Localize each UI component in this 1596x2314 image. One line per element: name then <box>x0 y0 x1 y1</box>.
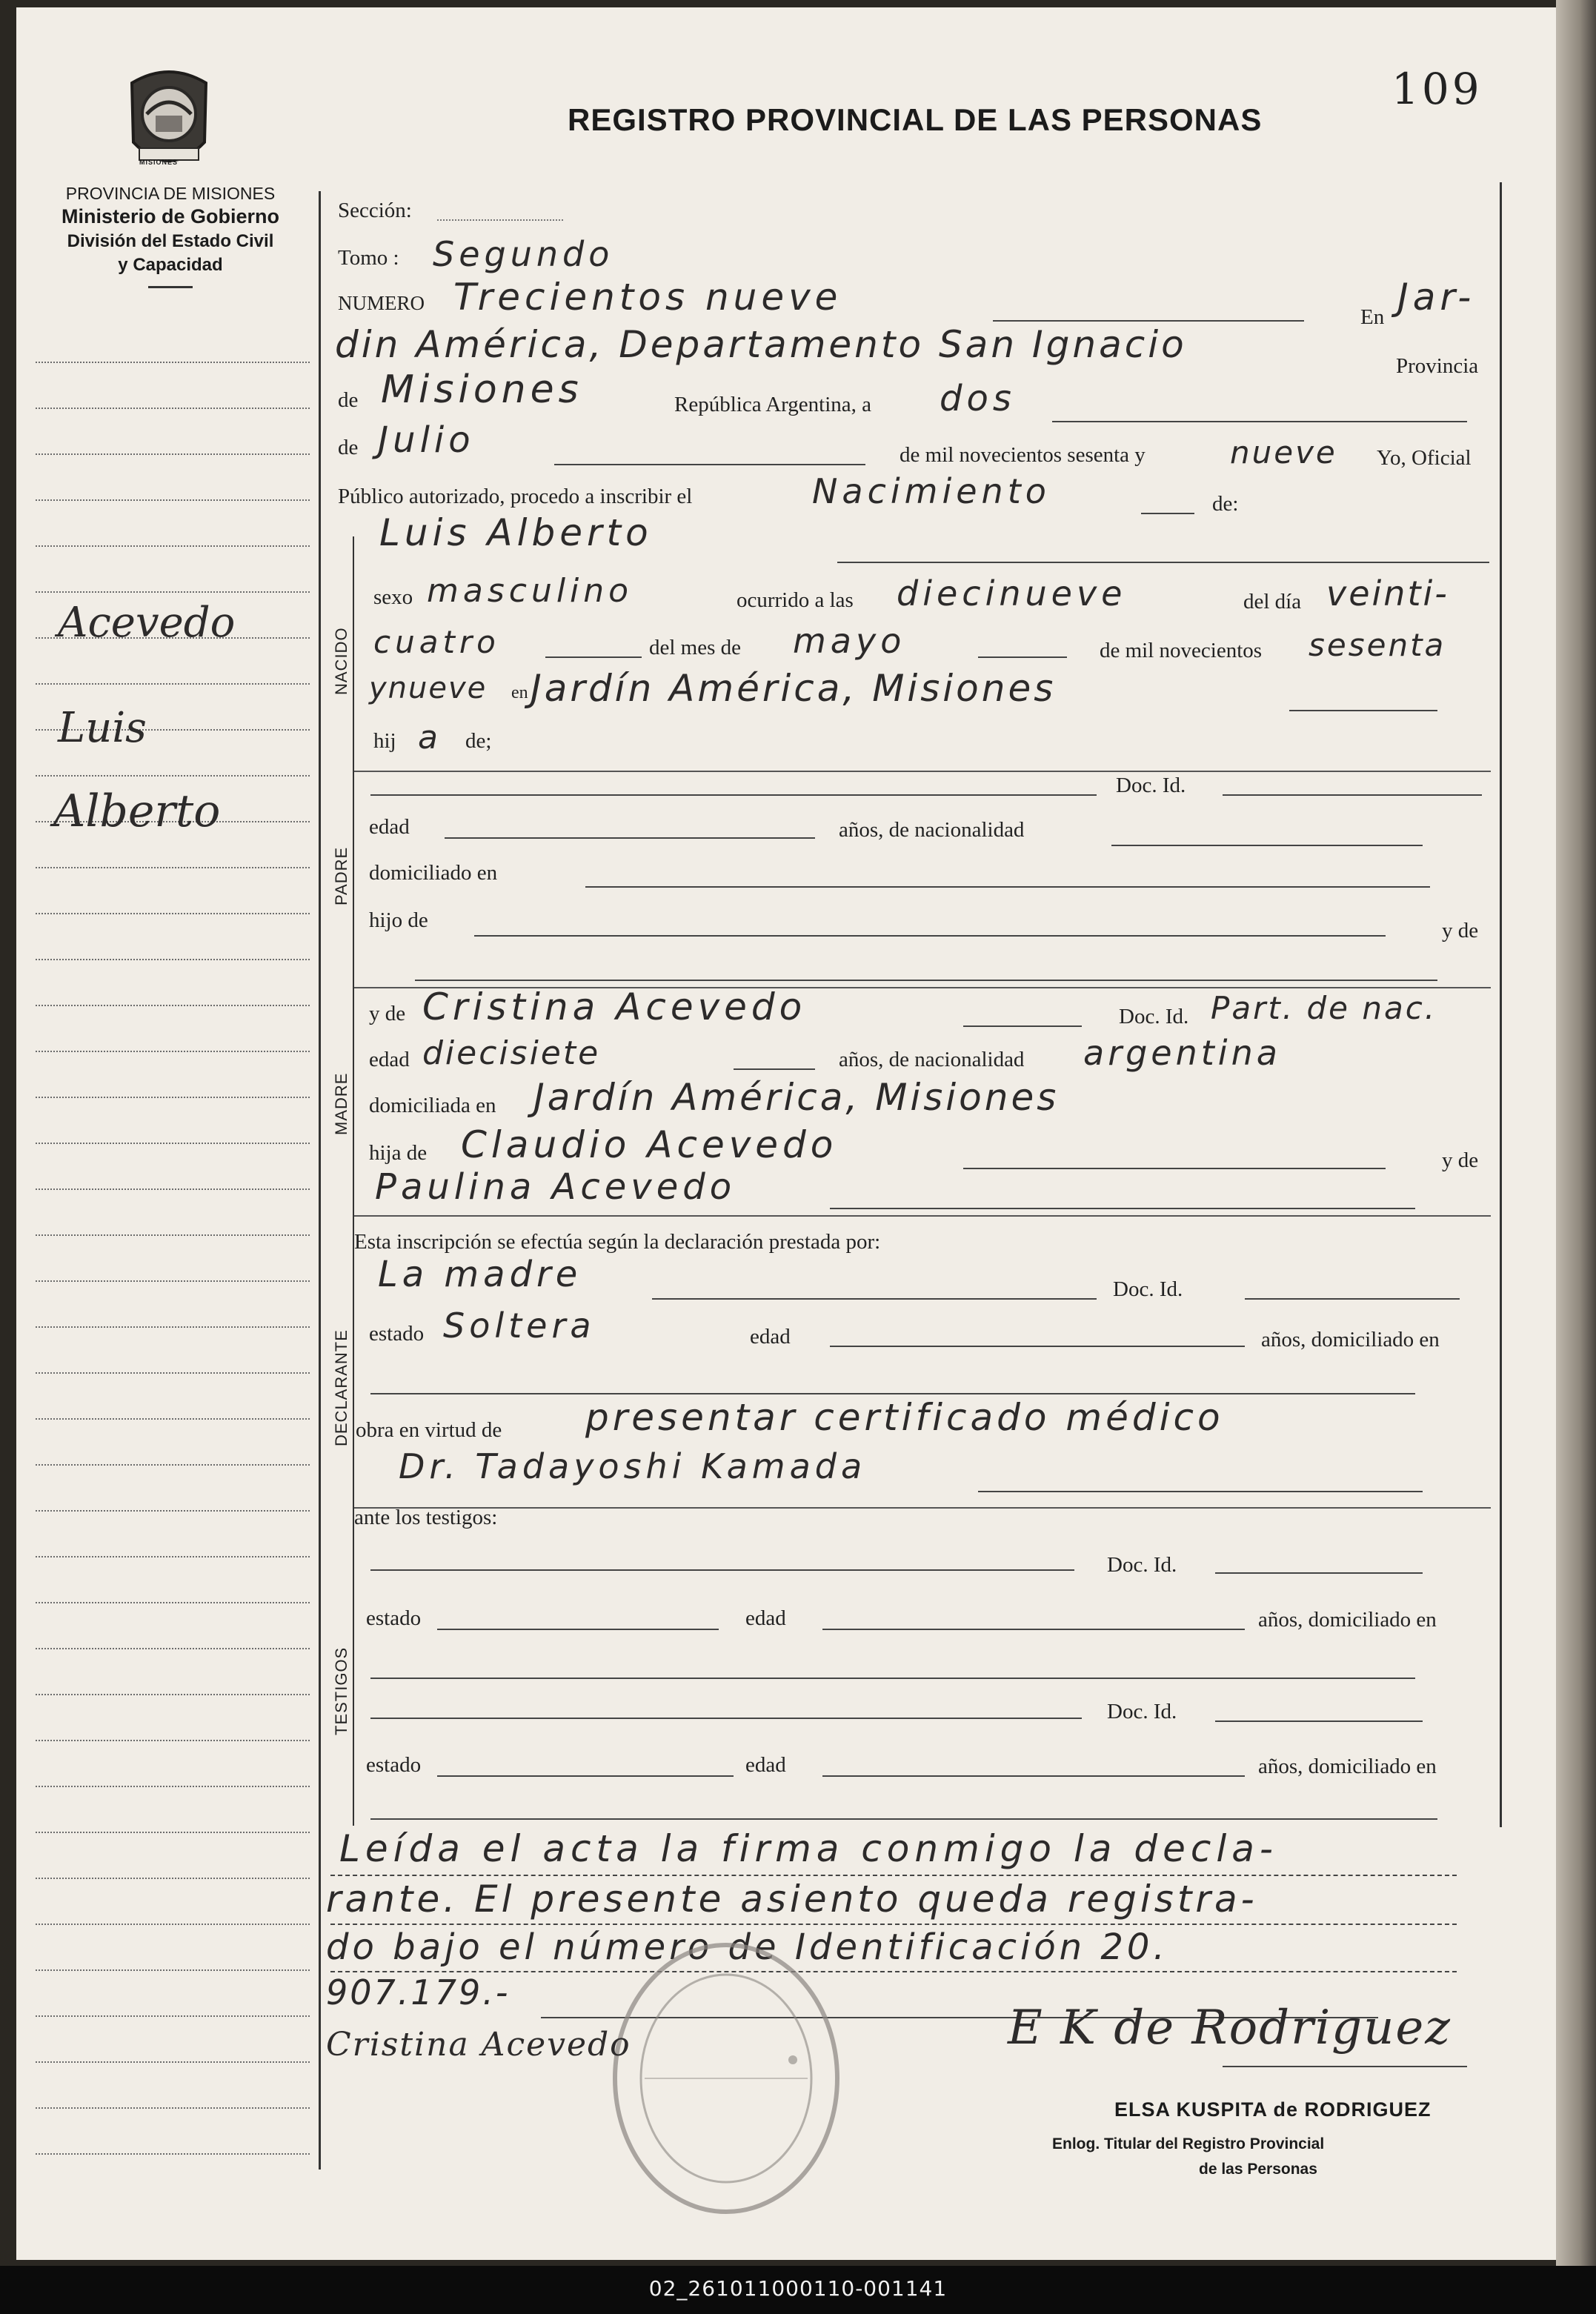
padre-nacionalidad-line <box>1111 845 1423 846</box>
margin-line <box>36 362 310 363</box>
declarante-edad-label: edad <box>750 1325 791 1349</box>
issuer-block <box>30 184 311 288</box>
closing-line-1: Leída el acta la firma conmigo la decla- <box>339 1827 1278 1870</box>
margin-line <box>36 1188 310 1190</box>
closing-rule-2 <box>330 1924 1457 1925</box>
dia-value-end: cuatro <box>373 624 500 660</box>
closing-line-3: do bajo el número de Identificación 20. <box>326 1926 1168 1968</box>
madre-docid-label: Doc. Id. <box>1119 1005 1189 1028</box>
dia-value-start: veinti- <box>1326 573 1449 614</box>
declarante-docid-label: Doc. Id. <box>1113 1277 1183 1301</box>
margin-line <box>36 2061 310 2063</box>
medico-line <box>978 1491 1423 1492</box>
testigo2-estado-label: estado <box>366 1753 422 1777</box>
page-title: REGISTRO PROVINCIAL DE LAS PERSONAS <box>568 102 1263 137</box>
margin-line <box>36 1234 310 1236</box>
margin-line <box>36 683 310 685</box>
anio-nac-label: de mil novecientos <box>1100 639 1263 662</box>
closing-rule-1 <box>330 1875 1457 1876</box>
margin-note-middle-name: Alberto <box>53 785 221 837</box>
oficial-signature: E K de Rodriguez <box>1008 2001 1452 2055</box>
margin-line <box>36 1510 310 1512</box>
margin-line <box>36 1051 310 1052</box>
seccion-label: Sección: <box>338 199 412 222</box>
stamp-name: ELSA KUSPITA de RODRIGUEZ <box>1114 2098 1432 2121</box>
padre-nacionalidad-label: años, de nacionalidad <box>839 818 1025 842</box>
issuer-rule <box>148 286 193 288</box>
section-label-padre: PADRE <box>332 846 350 905</box>
issuer-division: División del Estado Civil <box>67 231 274 251</box>
closing-line-4: 907.179.- <box>326 1972 511 2012</box>
testigo1-docid-label: Doc. Id. <box>1107 1553 1177 1577</box>
hij-label: hij <box>373 729 396 753</box>
margin-line <box>36 1694 310 1695</box>
testigo1-domicilio-line <box>370 1678 1415 1679</box>
declarante-signature: Cristina Acevedo <box>326 2026 631 2064</box>
left-frame-line <box>319 191 321 2170</box>
madre-domicilio-label: domiciliada en <box>369 1094 496 1117</box>
margin-line <box>36 1005 310 1006</box>
mes-value: Julio <box>378 419 475 461</box>
anio-value: nueve <box>1230 434 1337 471</box>
madre-yde-label: y de <box>369 1002 406 1025</box>
dia-label: del día <box>1243 590 1302 614</box>
margin-line <box>36 913 310 914</box>
sexo-label: sexo <box>373 585 413 609</box>
numero-line <box>993 320 1304 322</box>
margin-line <box>36 2015 310 2017</box>
margin-line <box>36 1326 310 1328</box>
madre-nombre: Cristina Acevedo <box>422 985 807 1028</box>
stamp-role-1: Enlog. Titular del Registro Provincial <box>1052 2135 1325 2152</box>
padre-docid-line <box>1223 794 1482 796</box>
declarante-edad-line <box>830 1346 1245 1347</box>
hora-label: ocurrido a las <box>737 588 854 612</box>
obra-label: obra en virtud de <box>356 1418 502 1442</box>
margin-line <box>36 1372 310 1374</box>
madre-nombre-line <box>963 1025 1082 1027</box>
margin-line <box>36 1969 310 1971</box>
declarante-intro: Esta inscripción se efectúa según la declaración prestada por: <box>354 1230 881 1254</box>
margin-note-first-name: Luis <box>58 704 147 752</box>
declarante-nombre: La madre <box>378 1254 582 1295</box>
margin-line <box>36 1648 310 1649</box>
testigos-intro: ante los testigos: <box>354 1506 498 1529</box>
margin-line <box>36 1602 310 1603</box>
testigo1-estado-label: estado <box>366 1606 422 1630</box>
testigo2-domicilio-label: años, domiciliado en <box>1258 1755 1437 1778</box>
hij-value: a <box>418 719 442 757</box>
yo-oficial-label: Yo, Oficial <box>1377 446 1472 470</box>
page-number: 109 <box>1391 64 1483 114</box>
acto-line <box>1141 513 1194 514</box>
section-label-madre: MADRE <box>332 1072 350 1135</box>
padre-domicilio-label: domiciliado en <box>369 861 498 885</box>
provincia-label: Provincia <box>1396 354 1479 378</box>
right-frame-line <box>1500 182 1502 1827</box>
padre-madre-line <box>415 980 1437 981</box>
margin-line <box>36 545 310 547</box>
testigo1-nombre-line <box>370 1569 1074 1571</box>
declarante-docid-line <box>1245 1298 1460 1300</box>
margin-line <box>36 2153 310 2155</box>
obra-value: presentar certificado médico <box>585 1396 1224 1439</box>
mes-line <box>554 464 865 465</box>
de2-label: de <box>338 436 359 459</box>
issuer-capacity: y Capacidad <box>118 255 223 275</box>
testigo2-estado-line <box>437 1775 734 1777</box>
footer-image-code: 02_261011000110-001141 <box>648 2276 948 2301</box>
de-label: de <box>338 388 359 412</box>
mes-label: del mes de <box>649 636 742 659</box>
madre-edad-label: edad <box>369 1048 410 1071</box>
margin-line <box>36 591 310 593</box>
anio-label: de mil novecientos sesenta y <box>900 443 1146 467</box>
madre-padre-nombre: Claudio Acevedo <box>461 1123 838 1166</box>
issuer-province: PROVINCIA DE MISIONES <box>65 184 276 203</box>
mes-value-line <box>978 656 1067 658</box>
margin-line <box>36 1740 310 1741</box>
testigo1-domicilio-label: años, domiciliado en <box>1258 1608 1437 1632</box>
anio-nac-value-end: ynueve <box>369 671 488 705</box>
section-divider <box>354 771 1491 772</box>
margin-line <box>36 1786 310 1787</box>
numero-value: Trecientos nueve <box>453 276 842 319</box>
dia-line <box>1052 421 1467 422</box>
testigo1-edad-label: edad <box>745 1606 786 1630</box>
padre-edad-line <box>445 837 815 839</box>
margin-line <box>36 2107 310 2109</box>
margin-line <box>36 1464 310 1466</box>
hora-value: diecinueve <box>897 573 1127 614</box>
margin-line <box>36 775 310 777</box>
testigo1-docid-line <box>1215 1572 1423 1574</box>
section-divider <box>354 1507 1491 1509</box>
padre-yde-label: y de <box>1442 919 1479 942</box>
declarante-nombre-line <box>652 1298 1097 1300</box>
madre-docid-value: Part. de nac. <box>1211 990 1437 1026</box>
declarante-domicilio-label: años, domiciliado en <box>1261 1328 1440 1352</box>
en-value-start: Jar- <box>1397 276 1476 319</box>
madre-madre-line <box>830 1208 1415 1209</box>
official-oval-stamp-icon <box>600 1934 852 2223</box>
republica-label: República Argentina, a <box>674 393 872 416</box>
margin-line <box>36 1924 310 1925</box>
stamp-role-2: de las Personas <box>1199 2161 1317 2178</box>
declarante-domicilio-line <box>370 1393 1415 1394</box>
margin-line <box>36 1143 310 1144</box>
madre-edad-value: diecisiete <box>422 1034 601 1072</box>
testigo2-nombre-line <box>370 1718 1082 1719</box>
margin-line <box>36 453 310 455</box>
provincia-value: Misiones <box>381 368 583 412</box>
numero-label: NUMERO <box>338 292 425 314</box>
section-rule <box>353 536 354 1826</box>
margin-line <box>36 867 310 868</box>
madre-yde2-label: y de <box>1442 1148 1479 1172</box>
margin-line <box>36 1280 310 1282</box>
padre-edad-label: edad <box>369 815 410 839</box>
issuer-ministry: Ministerio de Gobierno <box>61 205 280 227</box>
closing-line-2: rante. El presente asiento queda registra- <box>326 1878 1258 1921</box>
margin-line <box>36 1418 310 1420</box>
mes-value: mayo <box>793 621 906 661</box>
acto-value: Nacimiento <box>812 471 1051 511</box>
testigo2-docid-label: Doc. Id. <box>1107 1700 1177 1723</box>
book-page-edge <box>1556 0 1596 2267</box>
madre-nacionalidad-label: años, de nacionalidad <box>839 1048 1025 1071</box>
declarante-estado-label: estado <box>369 1322 425 1346</box>
section-label-testigos: TESTIGOS <box>332 1646 350 1735</box>
section-label-nacido: NACIDO <box>332 627 350 695</box>
seal-ribbon-text: MISIONES <box>139 159 179 166</box>
medico-value: Dr. Tadayoshi Kamada <box>399 1446 867 1486</box>
madre-edad-line <box>734 1068 815 1070</box>
lugar-value: din América, Departamento San Ignacio <box>335 323 1187 366</box>
nacido-nombre: Luis Alberto <box>379 511 653 554</box>
oficial-signature-line <box>1223 2066 1467 2067</box>
margin-line <box>36 1097 310 1098</box>
section-label-declarante: DECLARANTE <box>332 1329 350 1446</box>
testigo1-edad-line <box>822 1629 1245 1630</box>
padre-docid-label: Doc. Id. <box>1116 774 1186 797</box>
lugar-nac-value: Jardín América, Misiones <box>531 667 1057 710</box>
tomo-value: Segundo <box>433 234 614 274</box>
de3-label: de: <box>1212 492 1239 516</box>
lugar-nac-line <box>1289 710 1437 711</box>
tomo-label: Tomo : <box>338 246 399 270</box>
hij-de-label: de; <box>465 729 492 753</box>
sexo-value: masculino <box>427 572 634 610</box>
testigo2-domicilio-line <box>370 1818 1437 1820</box>
dia-value: dos <box>940 378 1016 419</box>
testigo2-docid-line <box>1215 1720 1423 1722</box>
testigo1-estado-line <box>437 1629 719 1630</box>
anio-nac-value-start: sesenta <box>1309 627 1446 663</box>
padre-hijo-line <box>474 935 1386 937</box>
section-divider <box>354 1215 1491 1217</box>
margin-line <box>36 1556 310 1557</box>
publico-label: Público autorizado, procedo a inscribir el <box>338 485 693 508</box>
margin-line <box>36 408 310 409</box>
testigo2-edad-line <box>822 1775 1245 1777</box>
testigo2-edad-label: edad <box>745 1753 786 1777</box>
margin-line <box>36 1878 310 1879</box>
madre-hija-label: hija de <box>369 1141 428 1165</box>
padre-domicilio-line <box>585 886 1430 888</box>
padre-hijo-label: hijo de <box>369 908 428 932</box>
madre-domicilio-value: Jardín América, Misiones <box>533 1076 1060 1119</box>
dia-end-line <box>545 656 642 658</box>
margin-note-surname: Acevedo <box>58 599 236 647</box>
nacido-nombre-line <box>837 562 1489 563</box>
madre-padre-line <box>963 1168 1386 1169</box>
madre-madre-nombre: Paulina Acevedo <box>375 1166 737 1208</box>
margin-line <box>36 499 310 501</box>
madre-nacionalidad-value: argentina <box>1083 1033 1281 1073</box>
margin-line <box>36 1832 310 1833</box>
en-label: En <box>1360 305 1385 329</box>
seccion-field <box>437 219 563 221</box>
padre-nombre-line <box>370 794 1097 796</box>
margin-line <box>36 959 310 960</box>
en-nac-label: en <box>511 683 528 702</box>
declarante-estado-value: Soltera <box>443 1306 596 1346</box>
